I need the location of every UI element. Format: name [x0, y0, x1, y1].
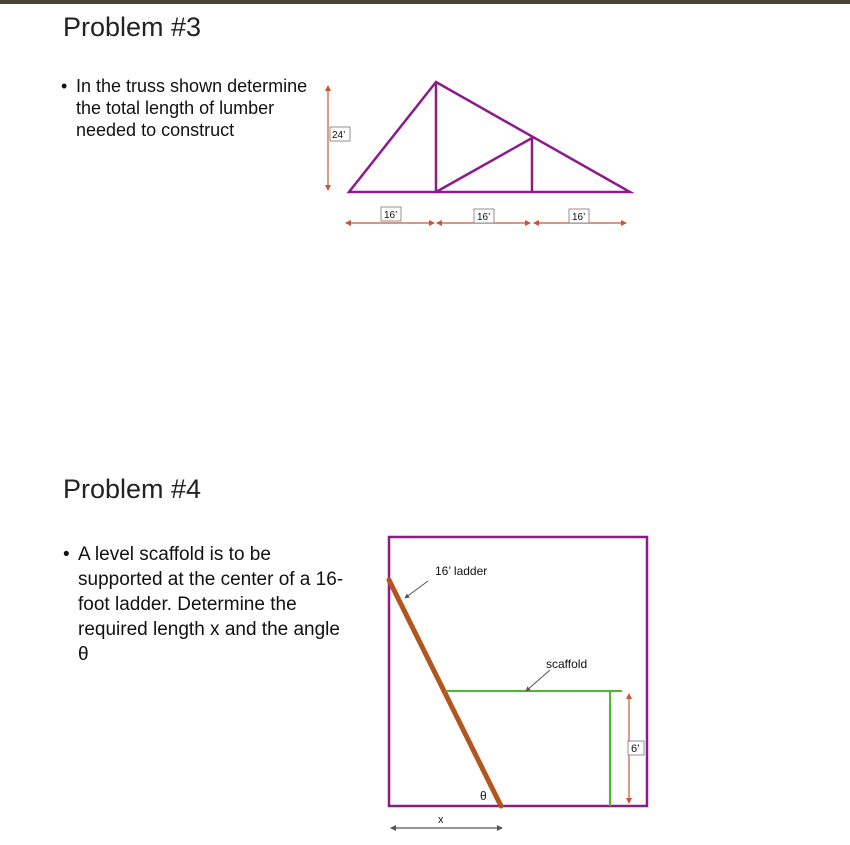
scaffold-leader-line — [526, 670, 550, 691]
problem4-line-2: supported at the center of a 16- — [78, 569, 344, 590]
scaffold-label: scaffold — [546, 657, 588, 671]
problem4-line-5: θ — [78, 644, 89, 665]
ladder-label: 16’ ladder — [435, 564, 488, 578]
problem3-line-3: needed to construct — [76, 120, 235, 140]
ladder-leader-line — [405, 581, 428, 598]
truss-diagram — [349, 82, 630, 192]
problem3-line-2: the total length of lumber — [76, 98, 275, 118]
problem4-line-1: A level scaffold is to be — [78, 544, 271, 565]
problem4-text — [63, 542, 378, 667]
bullet-icon: • — [61, 76, 68, 96]
problem4-title: Problem #4 — [63, 474, 202, 504]
truss-outline — [349, 82, 630, 192]
problem3-title: Problem #3 — [63, 12, 202, 42]
problem4-line-4: required length x and the angle — [78, 619, 340, 640]
height-label: 6’ — [631, 743, 640, 755]
problem3-line-1: In the truss shown determine — [76, 76, 308, 96]
problem4-line-3: foot ladder. Determine the — [78, 594, 297, 615]
bullet-icon: • — [63, 544, 70, 565]
span-label-2: 16’ — [477, 212, 491, 223]
scaffold-frame — [389, 537, 647, 806]
truss-diagonal — [436, 138, 532, 192]
angle-label: θ — [480, 789, 487, 803]
truss-height-label: 24’ — [332, 130, 346, 141]
x-label: x — [438, 814, 444, 826]
span-label-1: 16’ — [384, 210, 398, 221]
span-label-3: 16’ — [572, 212, 586, 223]
ladder — [389, 580, 501, 806]
